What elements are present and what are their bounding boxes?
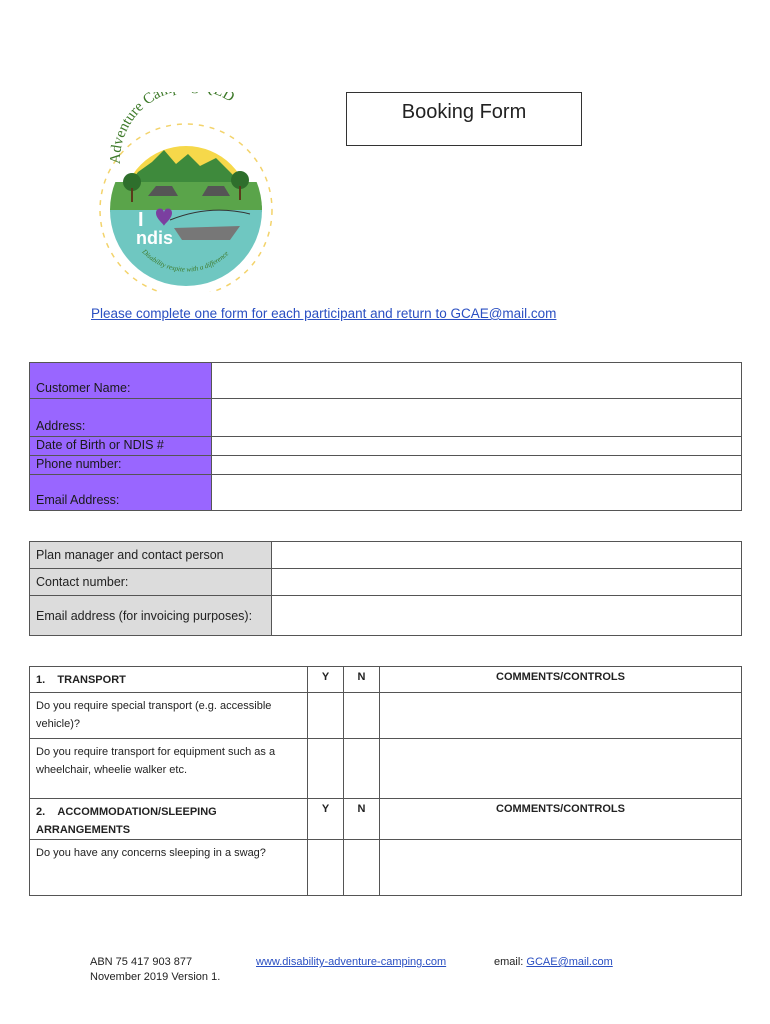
no-cell[interactable] bbox=[344, 840, 380, 896]
logo-tagline: Disability respite with a difference bbox=[140, 247, 231, 274]
section-header-accommodation bbox=[30, 799, 742, 840]
table-row bbox=[30, 363, 742, 399]
section-name: TRANSPORT bbox=[57, 674, 126, 686]
logo-graphic bbox=[90, 92, 280, 292]
yes-header: Y bbox=[308, 667, 344, 693]
logo-i-text: I bbox=[138, 209, 144, 231]
logo-ndis-text: ndis bbox=[136, 228, 174, 248]
email-label-text: email: bbox=[494, 956, 527, 968]
table-row bbox=[30, 840, 742, 896]
section-number: 1. bbox=[36, 674, 46, 686]
yes-cell[interactable] bbox=[308, 739, 344, 799]
table-row bbox=[30, 596, 742, 636]
footer-email-block bbox=[494, 955, 613, 970]
contact-number-field[interactable] bbox=[272, 569, 742, 596]
no-header: N bbox=[344, 667, 380, 693]
invoice-email-label: Email address (for invoicing purposes): bbox=[30, 596, 272, 636]
phone-field[interactable] bbox=[212, 456, 742, 475]
form-title: Booking Form bbox=[401, 101, 527, 123]
email-field[interactable] bbox=[212, 475, 742, 511]
customer-name-label: Customer Name: bbox=[30, 363, 212, 399]
no-header: N bbox=[344, 799, 380, 840]
website-link[interactable]: www.disability-adventure-camping.com bbox=[256, 956, 447, 968]
form-title-box bbox=[346, 92, 582, 146]
yes-cell[interactable] bbox=[308, 840, 344, 896]
abn-text: ABN 75 417 903 877 bbox=[90, 956, 193, 968]
address-field[interactable] bbox=[212, 399, 742, 437]
no-cell[interactable] bbox=[344, 693, 380, 739]
section-title bbox=[30, 799, 308, 840]
table-row bbox=[30, 693, 742, 739]
yes-header: Y bbox=[308, 799, 344, 840]
comments-cell[interactable] bbox=[380, 693, 742, 739]
email-label: Email Address: bbox=[30, 475, 212, 511]
instruction-link[interactable]: Please complete one form for each participant and return to GCAE@mail.com bbox=[91, 306, 557, 321]
table-row bbox=[30, 569, 742, 596]
no-cell[interactable] bbox=[344, 739, 380, 799]
table-row bbox=[30, 475, 742, 511]
table-row bbox=[30, 542, 742, 569]
question-text: Do you require special transport (e.g. accessible vehicle)? bbox=[30, 693, 308, 739]
address-label: Address: bbox=[30, 399, 212, 437]
footer-abn-block bbox=[90, 955, 220, 985]
customer-name-field[interactable] bbox=[212, 363, 742, 399]
table-row bbox=[30, 399, 742, 437]
adventure-camping-logo bbox=[90, 92, 280, 292]
dob-ndis-field[interactable] bbox=[212, 437, 742, 456]
table-row bbox=[30, 739, 742, 799]
yes-cell[interactable] bbox=[308, 693, 344, 739]
table-row bbox=[30, 456, 742, 475]
questions-table bbox=[29, 666, 742, 896]
question-text: Do you have any concerns sleeping in a swag? bbox=[30, 840, 308, 896]
contact-number-label: Contact number: bbox=[30, 569, 272, 596]
logo-arc-text: Adventure Ca D bbox=[107, 92, 237, 165]
table-row bbox=[30, 437, 742, 456]
plan-manager-field[interactable] bbox=[272, 542, 742, 569]
invoice-email-field[interactable] bbox=[272, 596, 742, 636]
footer-email-link[interactable]: GCAE@mail.com bbox=[526, 956, 613, 968]
section-title bbox=[30, 667, 308, 693]
phone-label: Phone number: bbox=[30, 456, 212, 475]
version-text: November 2019 Version 1. bbox=[90, 971, 221, 983]
plan-manager-table bbox=[29, 541, 742, 636]
section-header-transport bbox=[30, 667, 742, 693]
plan-manager-label: Plan manager and contact person bbox=[30, 542, 272, 569]
section-name: ACCOMMODATION/SLEEPING ARRANGEMENTS bbox=[36, 806, 217, 836]
footer-website-block bbox=[256, 955, 446, 970]
dob-ndis-label: Date of Birth or NDIS # bbox=[30, 437, 212, 456]
comments-cell[interactable] bbox=[380, 840, 742, 896]
section-number: 2. bbox=[36, 806, 46, 818]
comments-header: COMMENTS/CONTROLS bbox=[380, 799, 742, 840]
question-text: Do you require transport for equipment such as a wheelchair, wheelie walker etc. bbox=[30, 739, 308, 799]
customer-details-table bbox=[29, 362, 742, 511]
comments-cell[interactable] bbox=[380, 739, 742, 799]
comments-header: COMMENTS/CONTROLS bbox=[380, 667, 742, 693]
